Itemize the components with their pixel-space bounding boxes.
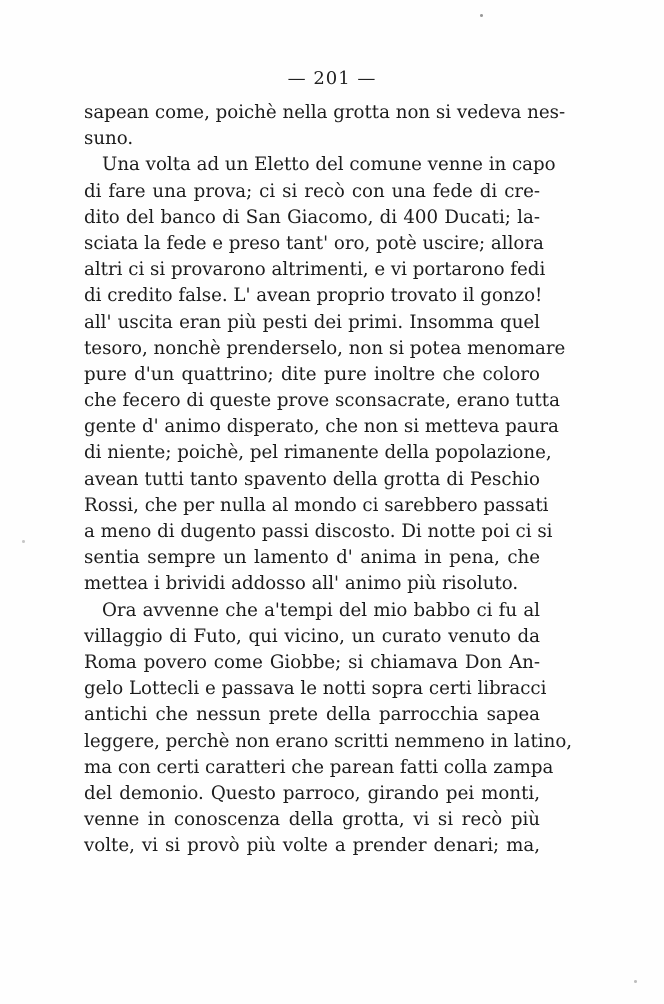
text-line: villaggio di Futo, qui vicino, un curato venuto da [84, 625, 540, 647]
text-line: altri ci si provarono altrimenti, e vi portarono fedi [84, 259, 546, 281]
text-line: Una volta ad un Eletto del comune venne in capo [102, 154, 556, 176]
text-line: sentia sempre un lamento d' anima in pena, che [84, 547, 540, 569]
text-line: tesoro, nonchè prenderselo, non si potea menomare [84, 337, 566, 359]
text-line: che fecero di queste prove sconsacrate, erano tutta [84, 390, 560, 412]
text-line: Rossi, che per nulla al mondo ci sarebbero passati [84, 494, 549, 516]
text-line: Roma povero come Giobbe; si chiamava Don An- [84, 651, 540, 673]
text-line: sapean come, poichè nella grotta non si vedeva nes- [84, 102, 566, 123]
text-line: antichi che nessun prete della parrocchia sapea [84, 704, 540, 726]
text-line: leggere, perchè non erano scritti nemmeno in latino, [84, 730, 573, 752]
page-number: — 201 — [287, 68, 377, 89]
text-line: gelo Lottecli e passava le notti sopra certi libracci [84, 678, 547, 700]
text-line: ma con certi caratteri che parean fatti colla zampa [84, 756, 554, 778]
paper-speck [480, 14, 483, 17]
text-line: a meno di dugento passi discosto. Di notte poi ci si [84, 521, 553, 542]
text-line: mettea i brividi addosso all' animo più risoluto. [84, 573, 519, 595]
text-line: avean tutti tanto spavento della grotta di Peschio [84, 468, 540, 490]
text-line: gente d' animo disperato, che non si metteva paura [84, 416, 559, 438]
text-line: di credito false. L' avean proprio trovato il gonzo! [84, 285, 543, 307]
text-line: di fare una prova; ci si recò con una fede di cre- [84, 180, 540, 202]
text-line: Ora avvenne che a'tempi del mio babbo ci fu al [102, 599, 540, 621]
paper-speck [22, 540, 25, 543]
text-line: del demonio. Questo parroco, girando pei monti, [84, 782, 540, 804]
text-line: suno. [84, 128, 134, 150]
text-line: dito del banco di San Giacomo, di 400 Ducati; la- [84, 206, 540, 228]
text-line: venne in conoscenza della grotta, vi si recò più [84, 809, 540, 831]
body-text [84, 100, 573, 859]
text-line: pure d'un quattrino; dite pure inoltre che coloro [84, 363, 540, 385]
text-line: volte, vi si provò più volte a prender denari; ma, [84, 835, 540, 857]
text-line: di niente; poichè, pel rimanente della popolazione, [84, 442, 552, 464]
text-line: all' uscita eran più pesti dei primi. Insomma quel [84, 311, 540, 333]
text-line: sciata la fede e preso tant' oro, potè uscire; allora [84, 232, 544, 254]
paper-speck [634, 980, 637, 983]
